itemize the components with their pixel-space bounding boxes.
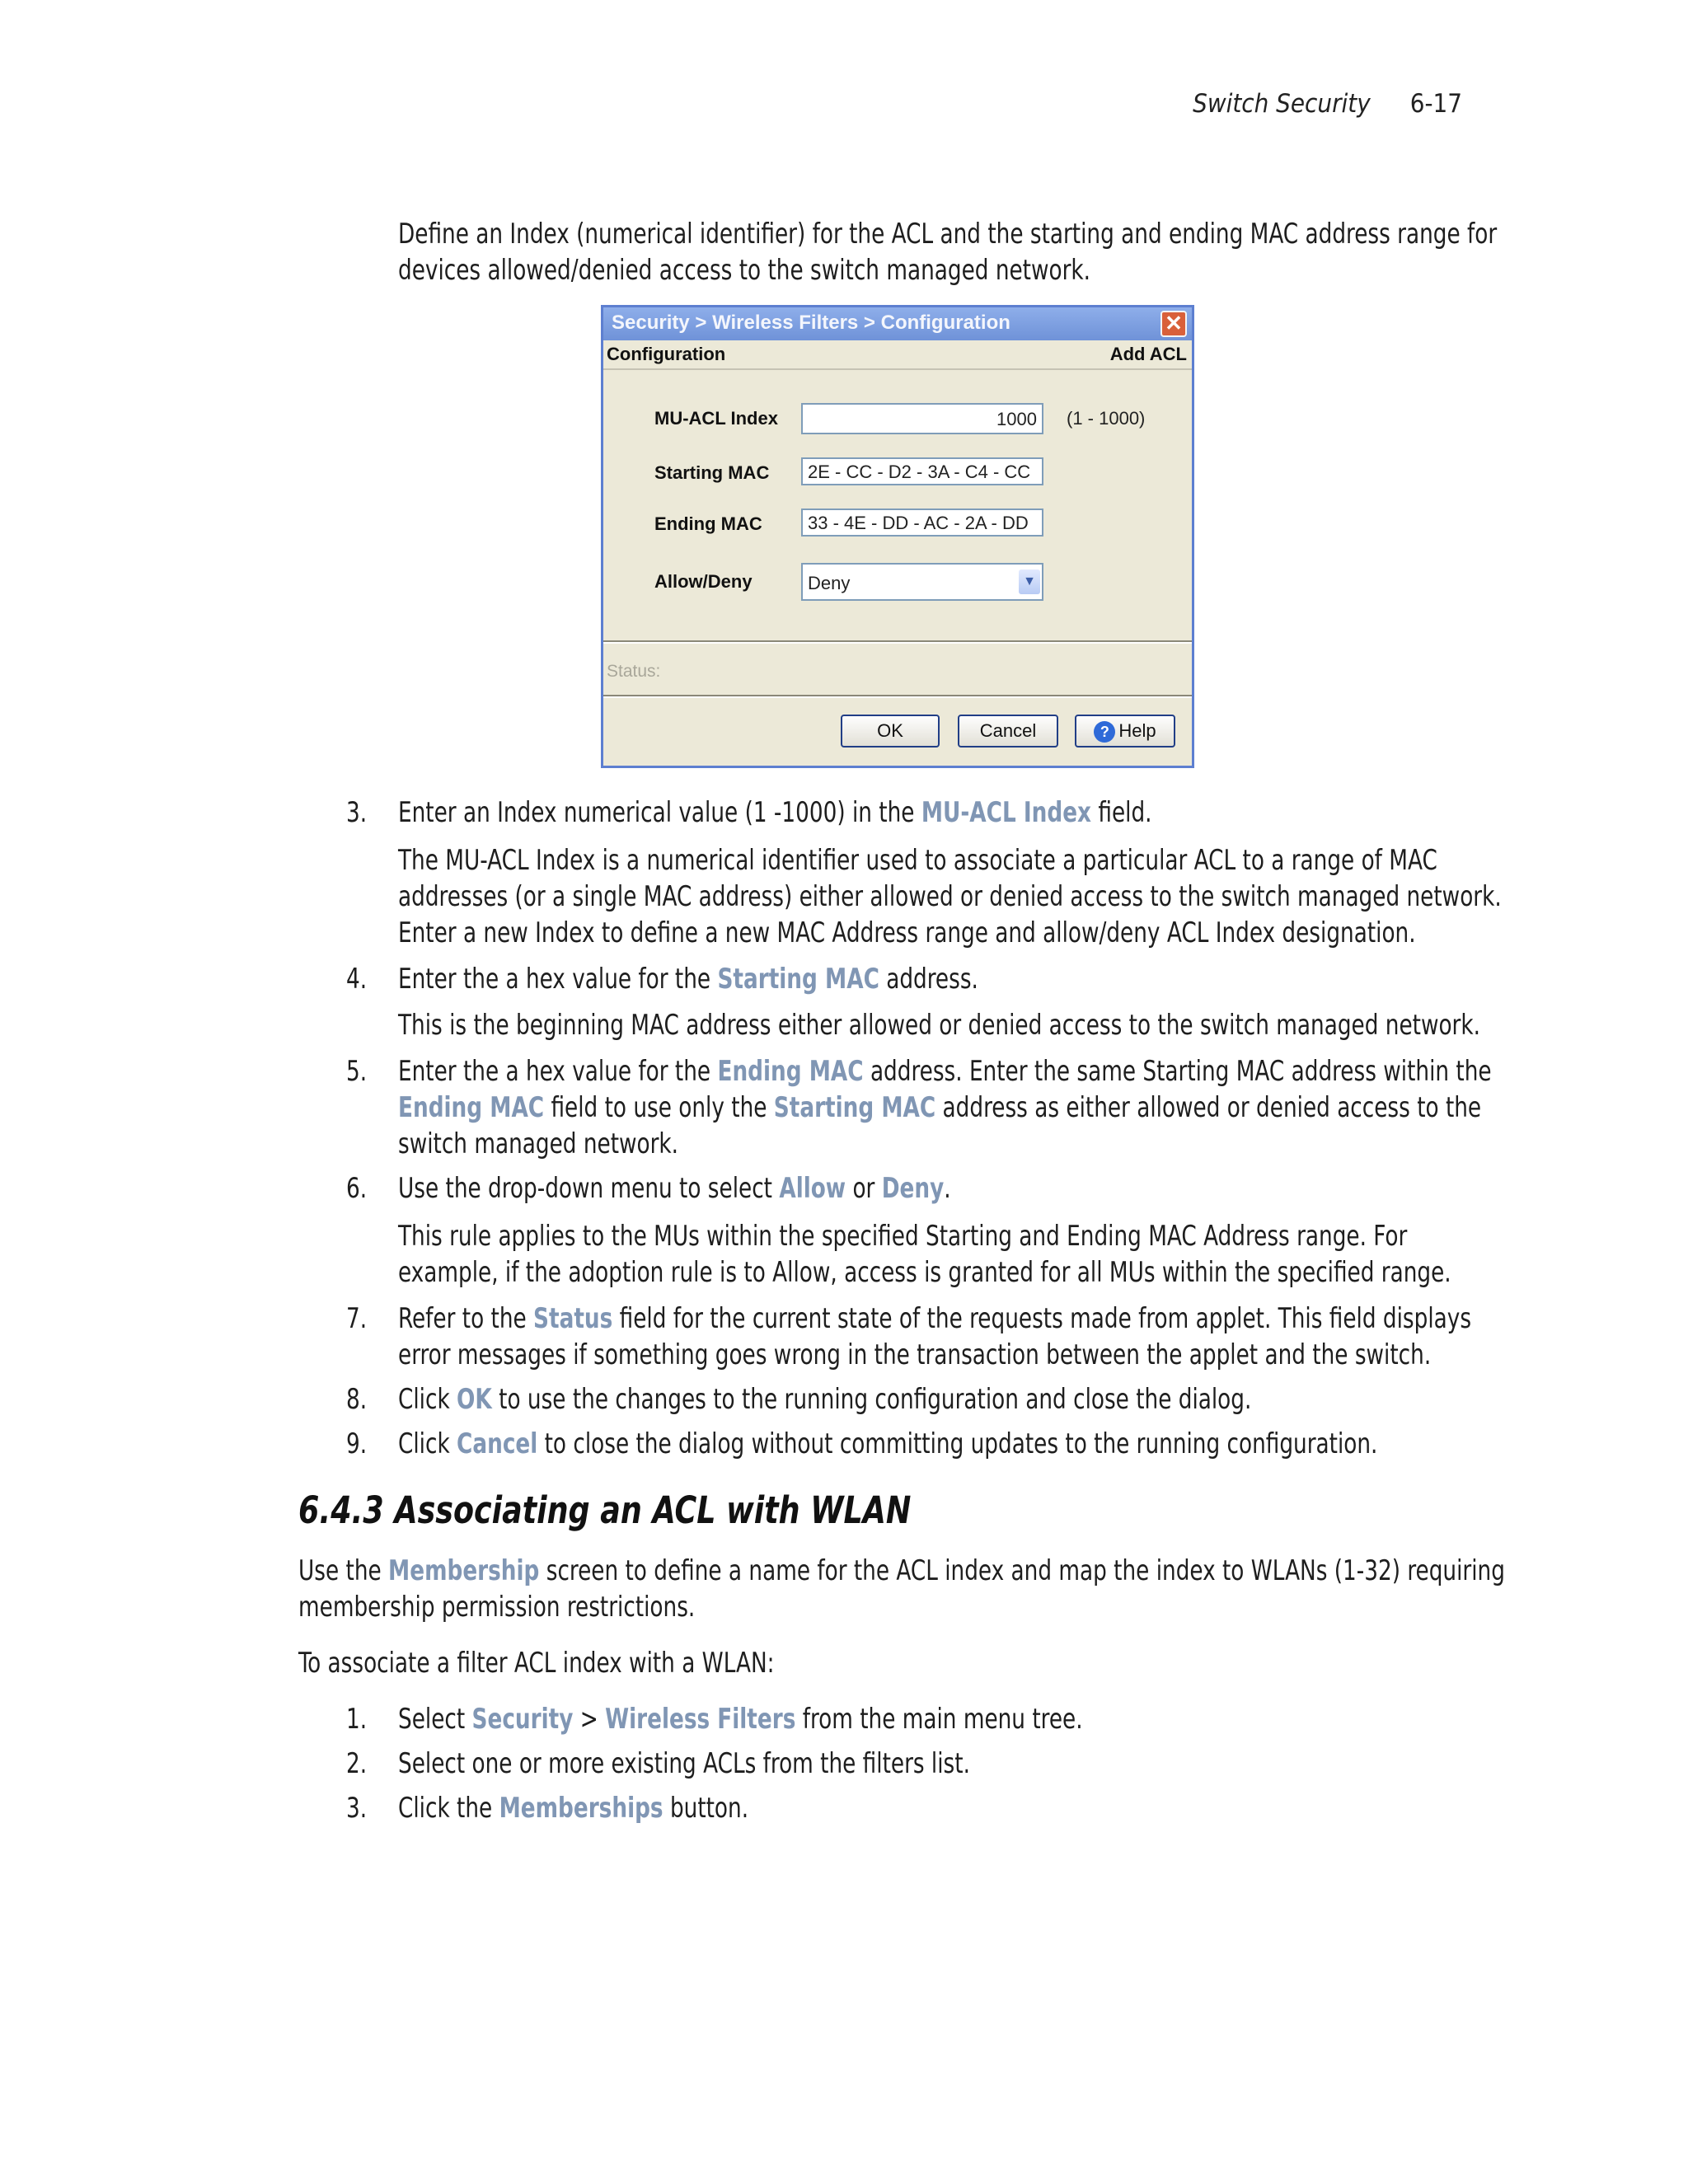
step-6-note: example, if the adoption rule is to Allow, access is granted for all MUs within the specified range. [398,1256,1451,1289]
close-icon[interactable]: ✕ [1160,311,1187,337]
step-5-cont [398,1090,1482,1126]
mu-acl-index-input[interactable]: 1000 [801,403,1043,434]
list-item [398,1701,1348,1737]
para-text: Use the [298,1554,389,1587]
list-text: from the main menu tree. [795,1703,1083,1736]
step-text: field for the current state of the requests made from applet. This field displays [612,1302,1472,1335]
allow-deny-select[interactable] [801,563,1043,601]
keyword: Security [471,1703,574,1736]
starting-mac-label: Starting MAC [654,462,770,483]
step-number: 4. [346,963,368,996]
step-text: Refer to the [398,1302,534,1335]
list-text: button. [663,1792,749,1825]
step-number: 3. [346,796,368,829]
ending-mac-input[interactable]: 33 - 4E - DD - AC - 2A - DD [801,509,1043,537]
step-3-note: Enter a new Index to define a new MAC Address range and allow/deny ACL Index designation. [398,916,1416,949]
keyword: Membership [388,1554,540,1587]
step-5 [398,1053,1492,1090]
divider [603,695,1192,698]
allow-deny-value: Deny [808,573,851,593]
header-section: Switch Security [1193,89,1371,119]
keyword: Wireless Filters [605,1703,796,1736]
divider [603,640,1192,644]
chevron-down-icon[interactable]: ▼ [1019,569,1040,594]
step-number: 8. [346,1383,368,1416]
step-text: address as either allowed or denied access to the [935,1091,1482,1124]
step-text: field to use only the [544,1091,774,1124]
section-paragraph-2: To associate a filter ACL index with a WLAN: [298,1647,775,1680]
status-label: Status: [607,662,661,681]
keyword: Starting MAC [717,963,879,996]
list-number: 3. [346,1792,368,1825]
step-text: . [944,1172,951,1205]
list-text: > [573,1703,606,1736]
keyword: Deny [881,1172,945,1205]
config-label: Configuration [607,344,726,364]
step-text: or [846,1172,882,1205]
keyword: Starting MAC [773,1091,936,1124]
dialog-titlebar [603,307,1192,340]
step-text: to use the changes to the running configuration and close the dialog. [491,1383,1252,1416]
dialog-title: Security > Wireless Filters > Configuration [612,312,1010,334]
list-number: 1. [346,1703,368,1736]
help-icon: ? [1094,721,1115,743]
keyword: OK [457,1383,492,1416]
step-text: Use the drop-down menu to select [398,1172,780,1205]
step-text: Enter the a hex value for the [398,963,718,996]
keyword: Allow [779,1172,846,1205]
intro-line-2: devices allowed/denied access to the switch managed network. [398,254,1091,287]
list-text: Select [398,1703,472,1736]
list-item: Select one or more existing ACLs from the filters list. [398,1747,970,1780]
step-3-note: addresses (or a single MAC address) either allowed or denied access to the switch managed network. [398,880,1502,913]
add-acl-label: Add ACL [1109,344,1187,364]
help-label: Help [1118,720,1156,741]
acl-config-dialog [601,305,1194,768]
index-range-hint: (1 - 1000) [1067,408,1146,429]
starting-mac-input[interactable]: 2E - CC - D2 - 3A - C4 - CC [801,457,1043,485]
mu-acl-index-label: MU-ACL Index [654,408,778,429]
step-4 [398,961,1348,997]
step-4-note: This is the beginning MAC address either allowed or denied access to the switch managed network. [398,1009,1480,1042]
step-7 [398,1301,1472,1337]
para-text: screen to define a name for the ACL index and map the index to WLANs (1-32) requiring [539,1554,1505,1587]
step-text: address. Enter the same Starting MAC address within the [863,1055,1492,1088]
step-text: to close the dialog without committing updates to the running configuration. [537,1427,1378,1460]
step-7-cont: error messages if something goes wrong in the transaction between the applet and the switch. [398,1338,1432,1371]
running-header [1193,89,1462,119]
step-number: 9. [346,1427,368,1460]
keyword: Memberships [499,1792,663,1825]
keyword: Ending MAC [398,1091,545,1124]
step-6-note: This rule applies to the MUs within the specified Starting and Ending MAC Address range. For [398,1220,1408,1253]
ending-mac-label: Ending MAC [654,513,762,534]
allow-deny-label: Allow/Deny [654,571,753,592]
page-number: 6-17 [1409,89,1462,119]
keyword: Ending MAC [717,1055,864,1088]
step-5-cont: switch managed network. [398,1127,679,1160]
keyword: MU-ACL Index [921,796,1092,829]
help-button[interactable] [1075,715,1175,748]
section-paragraph-cont: membership permission restrictions. [298,1591,696,1624]
step-text: Click [398,1383,457,1416]
step-text: field. [1091,796,1152,829]
section-paragraph [298,1553,1505,1589]
step-number: 6. [346,1172,368,1205]
section-heading: 6.4.3 Associating an ACL with WLAN [298,1488,912,1532]
step-text: address. [879,963,978,996]
step-3-note: The MU-ACL Index is a numerical identifier used to associate a particular ACL to a range of MAC [398,844,1437,877]
list-number: 2. [346,1747,368,1780]
config-band [603,340,1192,370]
step-3 [398,794,1348,831]
step-8 [398,1381,1348,1418]
list-text: Click the [398,1792,499,1825]
step-number: 5. [346,1055,368,1088]
step-text: Click [398,1427,457,1460]
cancel-button[interactable]: Cancel [958,715,1058,748]
ok-button[interactable]: OK [841,715,940,748]
step-text: Enter an Index numerical value (1 -1000) in the [398,796,921,829]
step-9 [398,1426,1378,1462]
keyword: Cancel [457,1427,538,1460]
step-6 [398,1170,1348,1207]
list-item [398,1790,1348,1826]
step-text: Enter the a hex value for the [398,1055,718,1088]
intro-line-1: Define an Index (numerical identifier) for the ACL and the starting and ending MAC address range for [398,218,1498,251]
keyword: Status [533,1302,613,1335]
step-number: 7. [346,1302,368,1335]
